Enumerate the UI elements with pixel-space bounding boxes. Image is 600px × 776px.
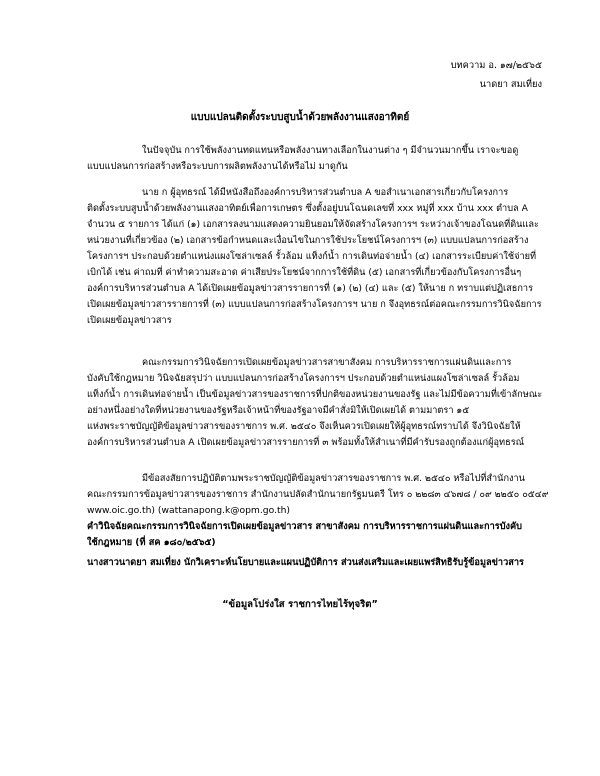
- intro-paragraph: [87, 143, 549, 175]
- author-line: นางสาวนาดยา สมเที่ยง นักวิเคราะห์นโยบายและแผนปฏิบัติการ ส่วนส่งเสริมและเผยแพร่สิทธิรับรู้ข้อมูลข่าวสาร: [87, 557, 524, 568]
- contact-line: คณะกรรมการข้อมูลข่าวสารของราชการ สำนักงานปลัดสำนักนายกรัฐมนตรี โทร ๐ ๒๒๘๓ ๔๖๗๘ / ๐๙ ๒๒๕๐ ๐๕๔๙: [87, 489, 549, 500]
- decision-line: อย่างหนึ่งอย่างใดที่หน่วยงานของรัฐหรือเจ้าหน้าที่ของรัฐอาจมีคำสั่งมิให้เปิดเผยได้ ตามมาตรา ๑๕: [87, 405, 470, 416]
- decision-line: บังคับใช้กฎหมาย วินิจฉัยสรุปว่า แบบแปลนการก่อสร้างโครงการฯ ประกอบด้วยตำแหน่งแผงโซล่าเซลล์ รั้วล้อม: [87, 373, 520, 384]
- ruling-line: คำวินิจฉัยคณะกรรมการวินิจฉัยการเปิดเผยข้อมูลข่าวสาร สาขาสังคม การบริหารราชการแผ่นดินและการบังคับ: [87, 521, 522, 532]
- case-line: เบิกได้ เช่น ค่าถมที่ ค่าทำความสะอาด ค่าเสียประโยชน์จากการใช้ที่ดิน (๕) เอกสารที่เกี่ยวข้องกับโครงการอื่นๆ: [87, 267, 522, 278]
- decision-line: แท็งก์น้ำ การเดินท่อจ่ายน้ำ เป็นข้อมูลข่าวสารของราชการที่ปกติของหน่วยงานของรัฐ และไม่มีข้อความที่เข้าลักษณะ: [87, 389, 543, 400]
- case-line: นาย ก ผู้อุทธรณ์ ได้มีหนังสือถึงองค์การบริหารส่วนตำบล A ขอสำเนาเอกสารเกี่ยวกับโครงการ: [142, 187, 509, 198]
- document-number: บทความ อ. ๑๗/๒๕๖๕: [450, 60, 542, 71]
- case-line: จำนวน ๕ รายการ ได้แก่ (๑) เอกสารลงนามแสดงความยินยอมให้จัดสร้างโครงการฯ ระหว่างเจ้าของโฉนดที่ดินและ: [87, 219, 539, 230]
- contact-line: www.oic.go.th) (wattanapong.k@opm.go.th): [87, 505, 291, 516]
- decision-line: แห่งพระราชบัญญัติข้อมูลข่าวสารของราชการ พ.ศ. ๒๕๔๐ จึงเห็นควรเปิดเผยให้ผู้อุทธรณ์ทราบได้ จึงวินิจฉัยให้: [87, 421, 521, 432]
- case-line: โครงการฯ ประกอบด้วยตำแหน่งแผงโซล่าเซลล์ รั้วล้อม แท็งก์น้ำ การเดินท่อจ่ายน้ำ (๔) เอกสารระเบียบค่าใช้จ่ายที่: [87, 251, 537, 262]
- case-line: เปิดเผยข้อมูลข่าวสาร: [87, 315, 172, 326]
- intro-line: ในปัจจุบัน การใช้พลังงานทดแทนหรือพลังงานทางเลือกในงานต่าง ๆ มีจำนวนมากขึ้น เราจะขอดู: [142, 145, 519, 156]
- case-line: องค์การบริหารส่วนตำบล A ได้เปิดเผยข้อมูลข่าวสารรายการที่ (๑) (๒) (๔) และ (๕) ให้นาย ก ทราบแต่ปฏิเสธการ: [87, 283, 534, 294]
- contact-paragraph: [87, 471, 549, 519]
- author-credit: [87, 555, 549, 571]
- case-line: หน่วยงานที่เกี่ยวข้อง (๒) เอกสารข้อกำหนดและเงื่อนไขในการใช้ประโยชน์โครงการฯ (๓) แบบแปลนการก่อสร้าง: [87, 235, 529, 246]
- document-title: แบบแปลนติดตั้งระบบสูบน้ำด้วยพลังงานแสงอาทิตย์: [190, 112, 410, 123]
- decision-line: องค์การบริหารส่วนตำบล A เปิดเผยข้อมูลข่าวสารรายการที่ ๓ พร้อมทั้งให้สำเนาที่มีคำรับรองถูกต้องแก่ผู้อุทธรณ์: [87, 437, 525, 448]
- slogan: “ข้อมูลโปร่งใส ราชการไทยไร้ทุจริต”: [222, 599, 378, 610]
- decision-paragraph: [87, 355, 549, 451]
- case-paragraph: [87, 185, 549, 329]
- contact-line: มีข้อสงสัยการปฏิบัติตามพระราชบัญญัติข้อมูลข่าวสารของราชการ พ.ศ. ๒๕๔๐ หรือไปที่สำนักงาน: [142, 473, 525, 484]
- ruling-reference: [87, 519, 549, 551]
- intro-line: แบบแปลนการก่อสร้างหรือระบบการผลิตพลังงานได้หรือไม่ มาดูกัน: [87, 161, 348, 172]
- case-line: เปิดเผยข้อมูลข่าวสารรายการที่ (๓) แบบแปลนการก่อสร้างโครงการฯ นาย ก จึงอุทธรณ์ต่อคณะกรรมการวินิจฉัยการ: [87, 299, 542, 310]
- case-line: ติดตั้งระบบสูบน้ำด้วยพลังงานแสงอาทิตย์เพื่อการเกษตร ซึ่งตั้งอยู่บนโฉนดเลขที่ xxx หมู่ที่ xxx บ้าน xxx ตำบล A: [87, 203, 528, 214]
- header-author: นาดยา สมเที่ยง: [479, 79, 542, 90]
- decision-line: คณะกรรมการวินิจฉัยการเปิดเผยข้อมูลข่าวสารสาขาสังคม การบริหารราชการแผ่นดินและการ: [142, 357, 512, 368]
- ruling-line: ใช้กฎหมาย (ที่ สค ๑๘๐/๒๕๖๕): [87, 537, 216, 548]
